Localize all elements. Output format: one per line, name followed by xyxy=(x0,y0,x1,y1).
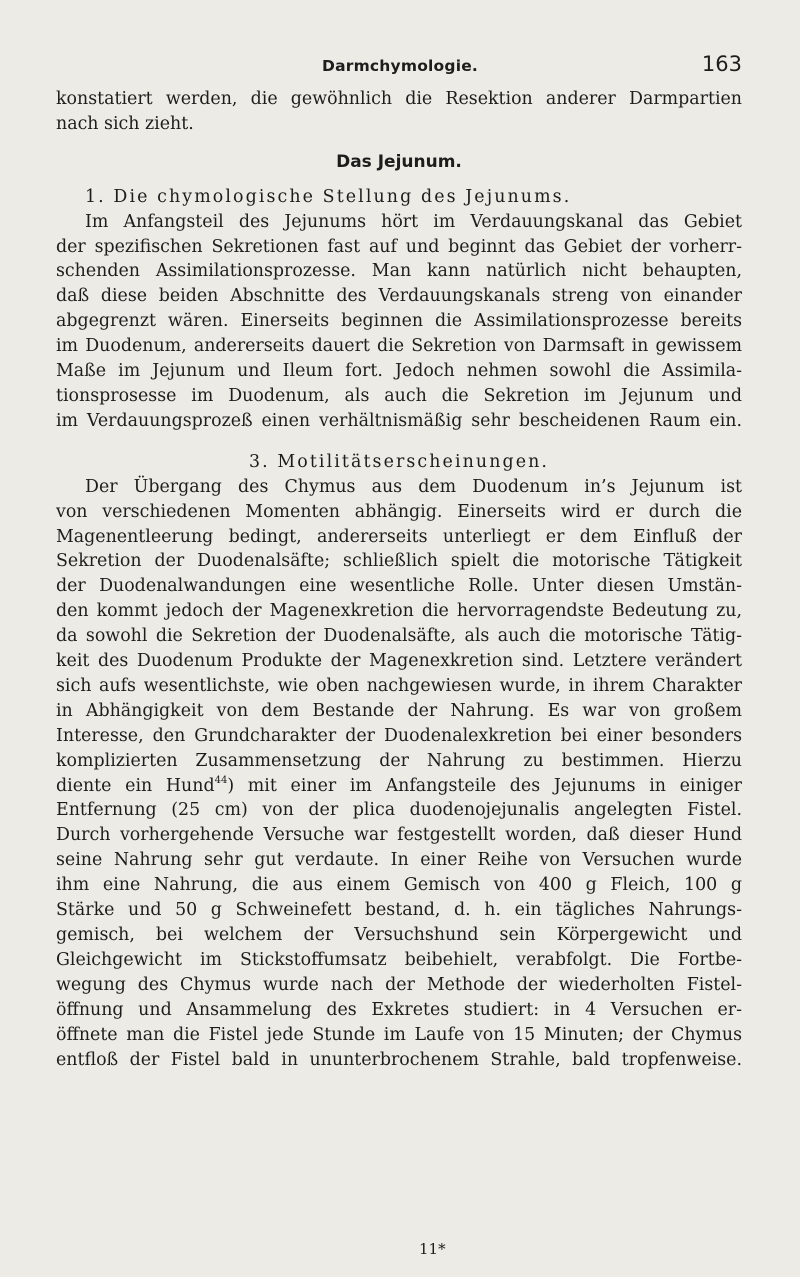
text-line: Magenentleerung bedingt, andererseits unterliegt er dem Einfluß der xyxy=(56,526,742,547)
text-fragment: diente ein Hund xyxy=(56,775,215,796)
subsection-title: 3. Motilitätserscheinungen. xyxy=(248,451,550,472)
text-line: entfloß der Fistel bald in ununterbrochenem Strahle, bald tropfenweise. xyxy=(56,1049,742,1070)
text-line: Maße im Jejunum und Ileum fort. Jedoch nehmen sowohl die Assimila- xyxy=(56,361,742,382)
footnote-reference: 44 xyxy=(214,774,228,786)
text-line: der spezifischen Sekretionen fast auf und beginnt das Gebiet der vorherr- xyxy=(56,236,742,257)
paragraph-first-line: Der Übergang des Chymus aus dem Duodenum in’s Jejunum ist xyxy=(85,476,742,497)
page-number: 163 xyxy=(701,52,742,76)
text-line: Sekretion der Duodenalsäfte; schließlich spielt die motorische Tätigkeit xyxy=(56,551,742,572)
text-line: den kommt jedoch der Magenexkretion die hervorragendste Bedeutung zu, xyxy=(56,601,742,622)
running-head xyxy=(0,49,800,79)
text-line: da sowohl die Sekretion der Duodenalsäfte, als auch die motorische Tätig- xyxy=(56,626,742,647)
signature-mark: 11* xyxy=(419,1240,446,1258)
text-line: im Duodenum, andererseits dauert die Sekretion von Darmsaft in gewissem xyxy=(56,336,742,357)
text-line: öffnung und Ansammelung des Exkretes studiert: in 4 Versuchen er- xyxy=(56,999,742,1020)
text-line: abgegrenzt wären. Einerseits beginnen die Assimilationsprozesse bereits xyxy=(56,311,742,332)
text-line: der Duodenalwandungen eine wesentliche Rolle. Unter diesen Umstän- xyxy=(56,576,742,597)
text-line: tionsprosesse im Duodenum, als auch die Sekretion im Jejunum und xyxy=(56,385,742,406)
text-line: öffnete man die Fistel jede Stunde im Laufe von 15 Minuten; der Chymus xyxy=(56,1024,742,1045)
text-line: sich aufs wesentlichste, wie oben nachgewiesen wurde, in ihrem Charakter xyxy=(56,675,742,696)
text-line xyxy=(56,774,742,799)
text-line: schenden Assimilationsprozesse. Man kann natürlich nicht behaupten, xyxy=(56,261,742,282)
body-text xyxy=(56,87,742,1072)
text-line: Interesse, den Grundcharakter der Duodenalexkretion bei einer besonders xyxy=(56,725,742,746)
text-line: von verschiedenen Momenten abhängig. Einerseits wird er durch die xyxy=(56,501,742,522)
text-line: daß diese beiden Abschnitte des Verdauungskanals streng von einander xyxy=(56,286,742,307)
text-line: Stärke und 50 g Schweinefett bestand, d. h. ein tägliches Nahrungs- xyxy=(56,900,742,921)
paragraph-first-line: Im Anfangsteil des Jejunums hört im Verdauungskanal das Gebiet xyxy=(85,211,742,232)
section-title: Das Jejunum. xyxy=(336,151,462,172)
text-line: komplizierten Zusammensetzung der Nahrung zu bestimmen. Hierzu xyxy=(56,750,742,771)
text-line: nach sich zieht. xyxy=(56,113,194,134)
text-line: konstatiert werden, die gewöhnlich die Resektion anderer Darmpartien xyxy=(56,89,742,109)
text-line: Durch vorhergehende Versuche war festgestellt worden, daß dieser Hund xyxy=(56,825,742,846)
text-line: Entfernung (25 cm) von der plica duodenojejunalis angelegten Fistel. xyxy=(56,800,742,821)
text-line: Gleichgewicht im Stickstoffumsatz beibehielt, verabfolgt. Die Fortbe- xyxy=(56,949,742,970)
text-line: seine Nahrung sehr gut verdaute. In einer Reihe von Versuchen wurde xyxy=(56,850,742,871)
subsection-title: 1. Die chymologische Stellung des Jejunums. xyxy=(85,186,572,207)
text-line: in Abhängigkeit von dem Bestande der Nahrung. Es war von großem xyxy=(56,700,742,721)
text-line: wegung des Chymus wurde nach der Methode der wiederholten Fistel- xyxy=(56,974,742,995)
text-line: im Verdauungsprozeß einen verhältnismäßig sehr bescheidenen Raum ein. xyxy=(56,410,742,431)
text-line: keit des Duodenum Produkte der Magenexkretion sind. Letztere verändert xyxy=(56,651,742,672)
section-gap xyxy=(56,434,742,450)
running-title: Darmchymologie. xyxy=(322,57,479,75)
text-line: ihm eine Nahrung, die aus einem Gemisch von 400 g Fleich, 100 g xyxy=(56,875,742,896)
text-fragment: ) mit einer im Anfangsteile des Jejunums in einiger xyxy=(227,775,742,796)
text-line: gemisch, bei welchem der Versuchshund sein Körpergewicht und xyxy=(56,925,742,945)
